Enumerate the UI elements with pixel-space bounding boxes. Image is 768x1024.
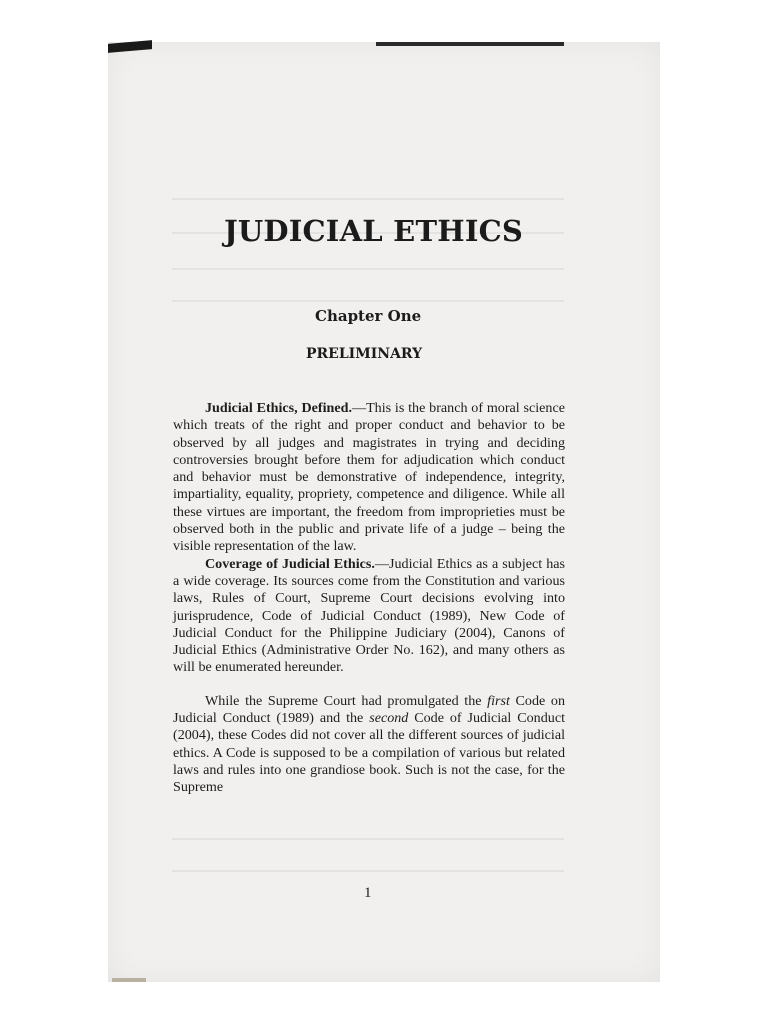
- paragraph-text: Code of Judicial Conduct (2004), these Codes did not cover all the different sources of judicial ethics. A Code is supposed to be a compilation of various but related laws and rules into one grandiose book. Such is not the case, for the Supreme: [173, 710, 565, 796]
- page-number: 1: [364, 885, 372, 901]
- emphasis-second: second: [369, 710, 409, 727]
- paragraph-definition: [173, 400, 565, 556]
- emphasis-first: first: [487, 692, 510, 709]
- paragraph-coverage: [173, 556, 565, 677]
- paragraph-text: While the Supreme Court had promulgated the: [205, 692, 488, 709]
- chapter-heading: Chapter One: [315, 307, 422, 325]
- scan-bottom-edge: [112, 978, 146, 982]
- body-text: [173, 400, 565, 797]
- section-heading: PRELIMINARY: [306, 346, 423, 362]
- paragraph-text: —This is the branch of moral science which treats of the right and proper conduct and behavior to be observed by all judges and magistrates in trying and deciding controversies brought before them for adjudication which conduct and behavior must be demonstrative of independence, integrity, impartiality, equality, propriety, competence and diligence. While all these virtues are important, the freedom from improprieties must be observed both in the public and private life of a judge – being the visible representation of the law.: [173, 400, 565, 555]
- page-title: JUDICIAL ETHICS: [224, 214, 524, 248]
- run-in-heading-coverage: Coverage of Judicial Ethics.: [205, 555, 375, 572]
- paragraph-text: Code on Judicial Conduct (1989) and the: [173, 692, 566, 727]
- paragraph-text: —Judicial Ethics as a subject has a wide coverage. Its sources come from the Constitution and various laws, Rules of Court, Supreme Court decisions evolving into jurisprudence, Code of Judicial Conduct (1989), New Code of Judicial Conduct for the Philippine Judiciary (2004), Canons of Judicial Ethics (Administrative Order No. 162), and many others as will be enumerated hereunder.: [173, 555, 566, 676]
- run-in-heading-definition: Judicial Ethics, Defined.: [205, 400, 352, 416]
- paragraph-codes: [173, 693, 565, 797]
- scan-top-edge: [376, 42, 564, 46]
